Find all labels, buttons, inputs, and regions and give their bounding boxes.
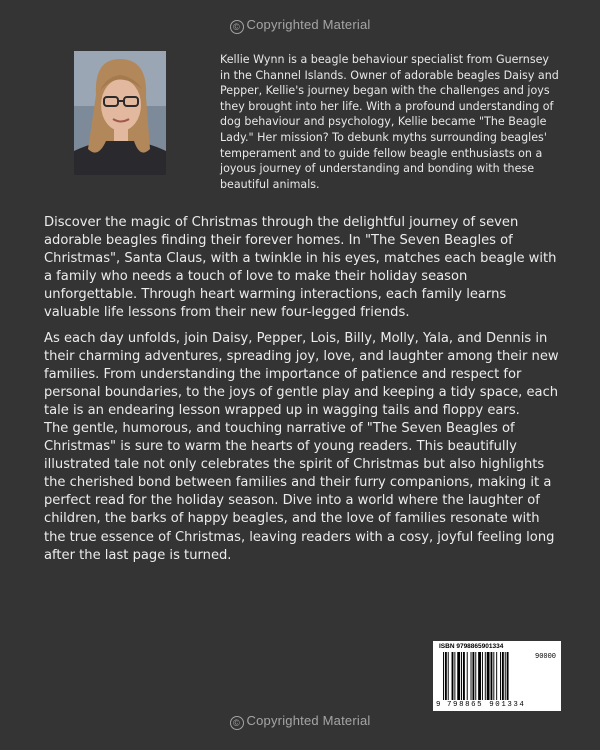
watermark-text: Copyrighted Material [246, 17, 371, 32]
copyright-watermark-bottom [0, 713, 600, 730]
copyright-icon: © [230, 716, 244, 730]
copyright-icon: © [230, 20, 244, 34]
description-paragraph-1: Discover the magic of Christmas through the delightful journey of seven adorable beagles finding their forever homes. In "The Seven Beagles of Christmas", Santa Claus, with a twinkle in his eyes, matches each beagle with a family who needs a touch of love to make their holiday season unforgettable. Through heart warming interactions, each family learns valuable life lessons from their new four-legged friends. [44, 215, 557, 321]
description-paragraph-3: The gentle, humorous, and touching narrative of "The Seven Beagles of Christmas" is sure to warm the hearts of young readers. This beautifully illustrated tale not only celebrates the spirit of Christmas but also highlights the cherished bond between families and their furry companions, making it a perfect read for the holiday season. Dive into a world where the laughter of children, the barks of happy beagles, and the love of families resonate with the true essence of Christmas, leaving readers with a cosy, joyful feeling long after the last page is turned. [44, 421, 555, 563]
isbn-barcode [433, 641, 561, 711]
isbn-label: ISBN 9798865901334 [439, 643, 504, 650]
author-portrait-icon [74, 51, 166, 175]
copyright-watermark-top [0, 17, 600, 34]
description-paragraph-2: As each day unfolds, join Daisy, Pepper, Lois, Billy, Molly, Yala, and Dennis in their charming adventures, spreading joy, love, and laughter among their new families. From understanding the importance of patience and respect for personal boundaries, to the joys of gentle play and keeping a tidy space, each tale is an endearing lesson wrapped up in wagging tails and floppy ears. [44, 331, 559, 419]
watermark-text: Copyrighted Material [246, 713, 371, 728]
barcode-bars [443, 652, 531, 702]
author-bio: Kellie Wynn is a beagle behaviour specialist from Guernsey in the Channel Islands. Owner of adorable beagles Daisy and Pepper, Kellie's journey began with the challenges and joys they brought into her life. With a profound understanding of dog behaviour and psychology, Kellie became "The Beagle Lady." Her mission? To debunk myths surrounding beagles' temperament and to guide fellow beagle enthusiasts on a joyous journey of understanding and bonding with these beautiful animals. [220, 53, 559, 191]
price-code: 90000 [535, 653, 557, 661]
barcode-rest-digits: 798865 901334 [447, 701, 526, 709]
barcode-lead-digit: 9 [436, 701, 441, 709]
author-photo [74, 51, 166, 175]
